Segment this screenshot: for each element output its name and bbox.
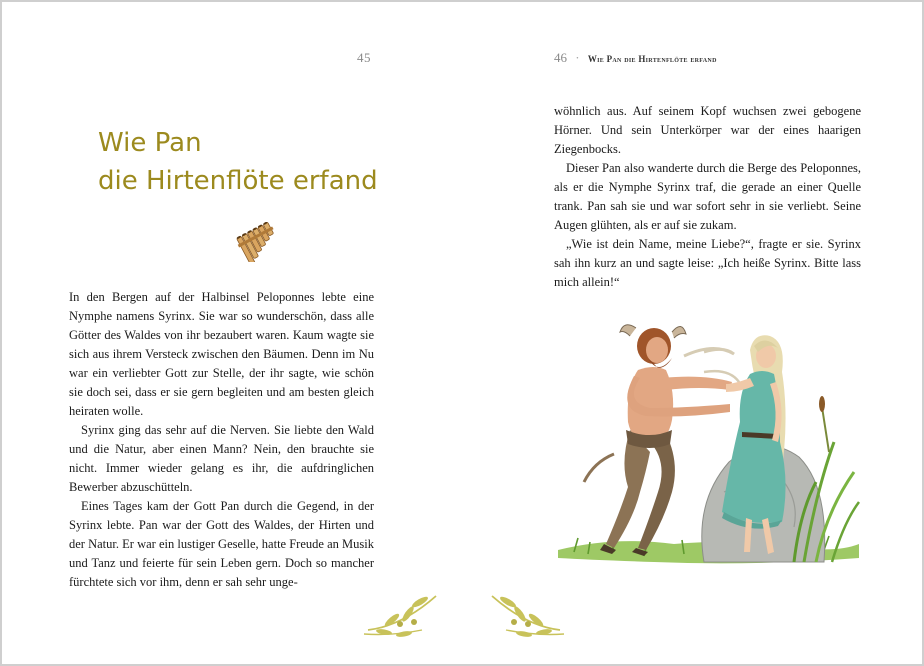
chapter-title [98,124,378,200]
chapter-title-line-2: die Hirtenflöte erfand [98,166,378,196]
running-head-separator: · [575,50,580,65]
paragraph: wöhnlich aus. Auf seinem Kopf wuchsen zwei gebogene Hörner. Und sein Unterkörper war der eines haarigen Ziegenbocks. [554,104,861,156]
paragraph: Dieser Pan also wanderte durch die Berge des Peloponnes, als er die Nymphe Syrinx traf, die gerade an einer Quelle trank. Pan sah sie und war sofort sehr in sie verliebt. Seine Augen glühten, als er auf sie zukam. [554,161,861,232]
pan-and-syrinx-illustration [554,312,866,580]
page-number-left: 45 [357,50,371,65]
right-page-body [554,102,861,292]
olive-branch-icon [486,588,566,640]
paragraph: In den Bergen auf der Halbinsel Peloponnes lebte eine Nymphe namens Syrinx. Sie war so wunderschön, dass alle Götter des Waldes von ihr bezaubert waren. Kaum wagte sie sich aus ihrem Versteck zwischen den Bäumen. Denn im Nu war ein verliebter Gott zur Stelle, der ihr sagte, wie schön sie doch sei, dass er sie gern begleiten und am besten gleich heiraten wolle. [69,290,374,418]
paragraph: Eines Tages kam der Gott Pan durch die Gegend, in der Syrinx lebte. Pan war der Gott des Waldes, der Hirten und der Natur. Er war ein lustiger Geselle, hatte Freude an Musik und Tanz und feierte für sein Leben gern. Doch so mancher fürchtete sich vor ihm, denn er sah sehr unge- [69,499,374,589]
paragraph: „Wie ist dein Name, meine Liebe?“, fragte er sie. Syrinx sah ihn kurz an und sagte leise: „Ich heiße Syrinx. Bitte lass mich allein!“ [554,237,861,289]
running-head-title: Wie Pan die Hirtenflöte erfand [587,54,717,64]
olive-branch-icon [362,588,442,640]
page-number-right: 46 [554,50,567,65]
left-page-body [69,288,374,592]
running-head [554,50,717,66]
paragraph: Syrinx ging das sehr auf die Nerven. Sie liebte den Wald und die Natur, aber einen Mann? Nein, den brauchte sie nicht. Immer wieder gelang es ihr, die aufdringlichen Bewerber abzuschütteln. [69,423,374,494]
panflute-icon [235,222,285,262]
chapter-title-line-1: Wie Pan [98,128,202,158]
